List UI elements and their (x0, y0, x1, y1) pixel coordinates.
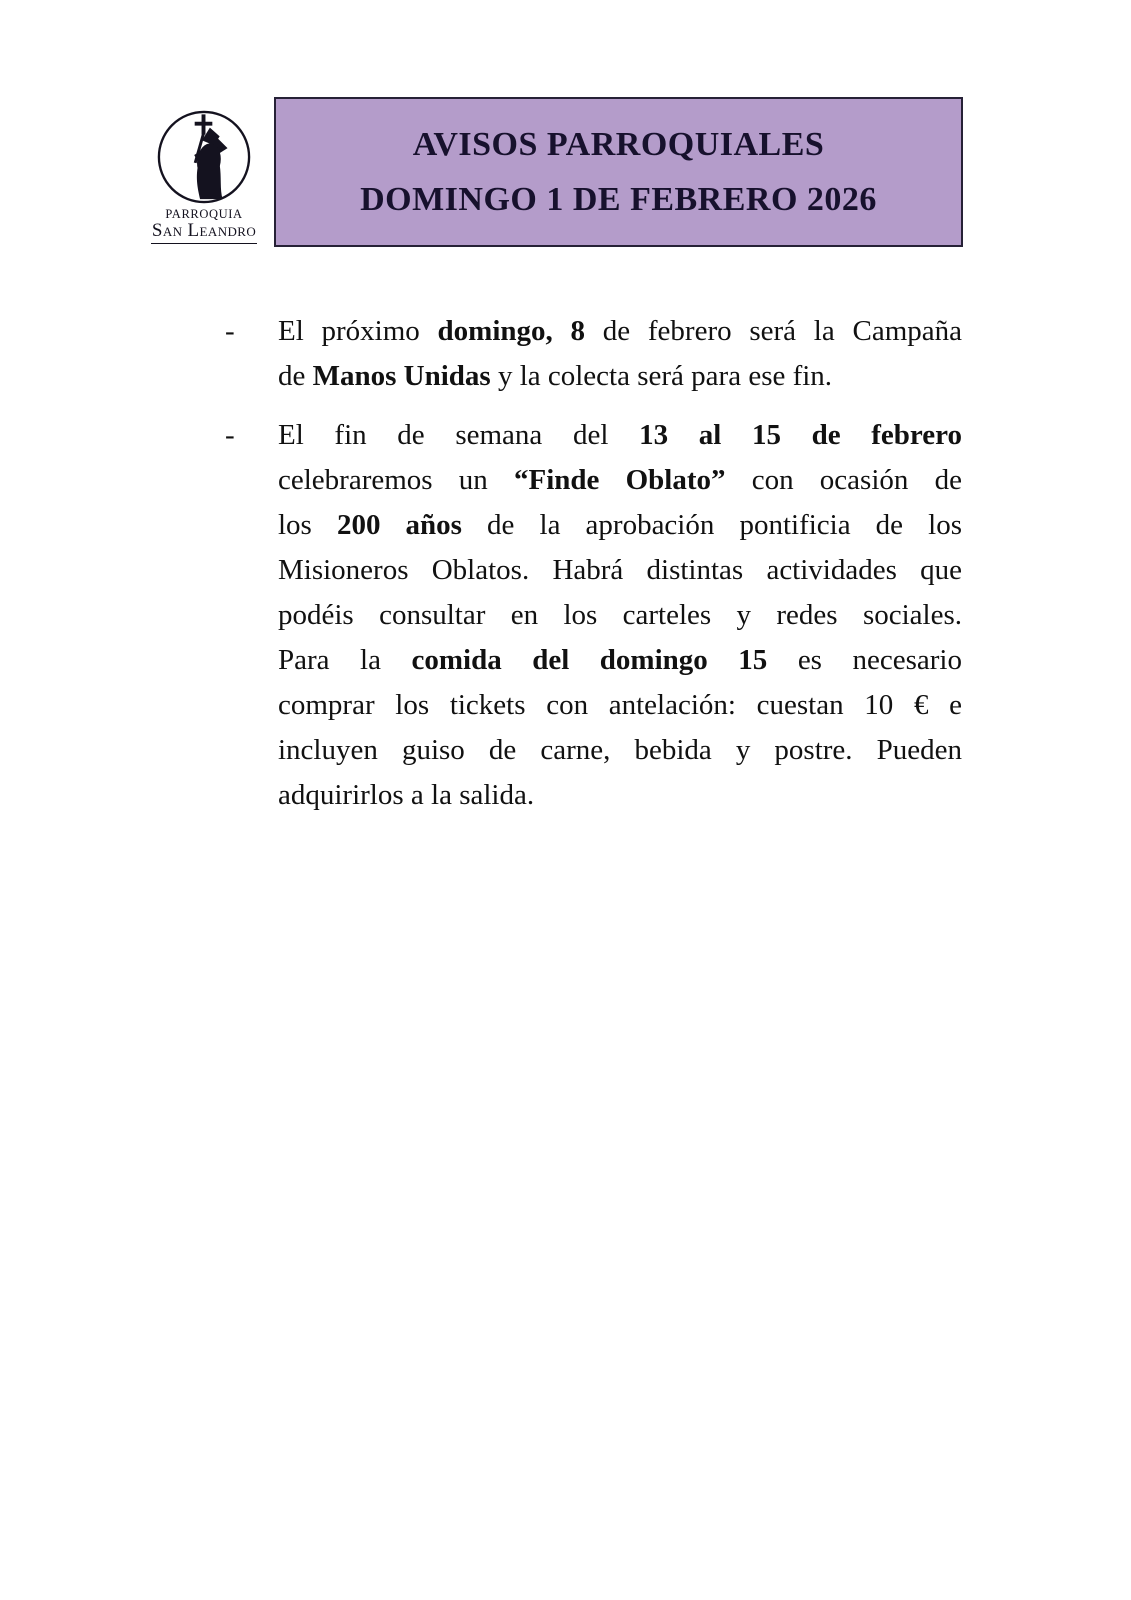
logo-text-san-leandro: San Leandro (151, 221, 257, 244)
parish-logo (145, 108, 263, 244)
header-banner (274, 97, 963, 247)
text-line: celebraremos un “Finde Oblato” con ocasión de (278, 464, 962, 496)
text-line: los 200 años de la aprobación pontificia de los (278, 509, 962, 541)
announcement-item (225, 413, 962, 818)
logo-text-parroquia: PARROQUIA (165, 207, 243, 221)
text-line: Misioneros Oblatos. Habrá distintas actividades que (278, 554, 962, 586)
announcement-text (278, 413, 962, 818)
bishop-silhouette-icon (155, 108, 253, 206)
announcement-item (225, 309, 962, 399)
text-line: podéis consultar en los carteles y redes sociales. (278, 599, 962, 631)
bullet-dash: - (225, 419, 235, 451)
banner-date: DOMINGO 1 DE FEBRERO 2026 (360, 180, 877, 218)
text-line: adquirirlos a la salida. (278, 779, 535, 811)
announcement-list (225, 309, 962, 818)
text-line: Para la comida del domingo 15 es necesario (278, 644, 962, 676)
text-line: de Manos Unidas y la colecta será para ese fin. (278, 360, 833, 392)
banner-title: AVISOS PARROQUIALES (412, 125, 825, 163)
text-line: El próximo domingo, 8 de febrero será la Campaña (278, 315, 962, 347)
text-line: comprar los tickets con antelación: cuestan 10 € e (278, 689, 962, 721)
bullet-dash: - (225, 315, 235, 347)
text-line: incluyen guiso de carne, bebida y postre. Pueden (278, 734, 962, 766)
announcement-text (278, 309, 962, 399)
text-line: El fin de semana del 13 al 15 de febrero (278, 419, 962, 451)
